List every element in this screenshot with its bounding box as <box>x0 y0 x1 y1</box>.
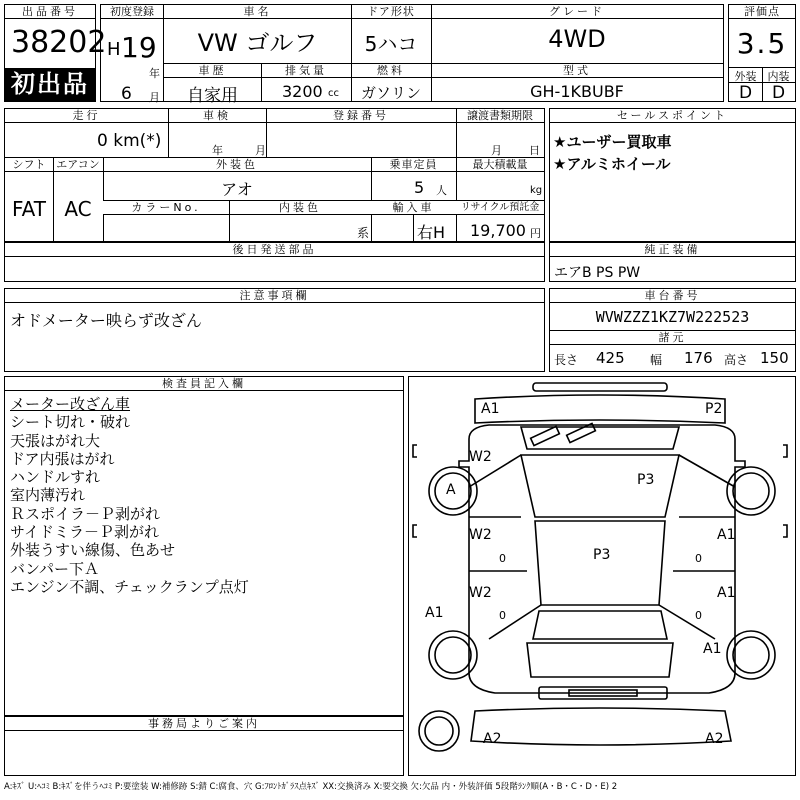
year-unit: 年 <box>149 67 160 80</box>
year-number: 19 <box>121 31 157 64</box>
car-name-label: 車名 <box>164 5 351 19</box>
capacity-label: 乗車定員 <box>371 158 456 172</box>
deadline-label: 譲渡書類期限 <box>456 109 544 123</box>
interior-color-label: 内装色 <box>229 201 371 215</box>
car-spec-box <box>163 4 724 106</box>
height-value: 150 <box>760 349 789 367</box>
damage-diagram-box <box>408 376 796 776</box>
era-letter: H <box>107 39 121 60</box>
chassis-number: WVWZZZ1KZ7W222523 <box>595 308 750 326</box>
caution-label: 注意事項欄 <box>5 289 544 303</box>
width-label: 幅 <box>650 353 663 367</box>
exterior-color-value: アオ <box>221 180 253 199</box>
shift-value: FAT <box>11 197 46 221</box>
grade-value: 4WD <box>548 25 606 53</box>
damage-a-front-tire: A <box>446 482 456 498</box>
model-value: GH-1KBUBF <box>530 82 624 101</box>
first-registration-box <box>100 4 164 102</box>
lot-number: 38202 <box>11 25 107 60</box>
mileage-value: 0 km(*) <box>97 131 162 151</box>
recycle-value: 19,700 <box>470 221 526 240</box>
recycle-label: リサイクル預託金 <box>456 201 544 215</box>
deadline-month-unit: 月 <box>491 144 502 157</box>
grade-label: グレード <box>431 5 723 19</box>
details-box <box>4 108 545 242</box>
score-label: 評価点 <box>729 5 795 19</box>
score-box <box>728 4 796 102</box>
history-value: 自家用 <box>187 86 238 106</box>
inspector-note: シート切れ・破れ <box>10 413 131 432</box>
score-value: 3.5 <box>736 27 788 60</box>
interior-color-suffix: 系 <box>357 226 370 240</box>
fuel-label: 燃料 <box>351 64 431 78</box>
inspector-note: エンジン不調、チェックランプ点灯 <box>10 577 249 596</box>
history-label: 車歴 <box>164 64 261 78</box>
door-label: ドア形状 <box>351 5 431 19</box>
import-value: 右H <box>417 223 446 242</box>
inspector-note: 室内薄汚れ <box>10 486 86 505</box>
width-value: 176 <box>684 349 713 367</box>
import-label: 輸入車 <box>371 201 456 215</box>
dimensions-label: 諸元 <box>550 331 795 345</box>
equipment-label: 純正装備 <box>550 243 795 257</box>
length-label: 長さ <box>554 353 579 367</box>
inspector-notes <box>10 395 249 596</box>
month-number: 6 <box>121 84 132 104</box>
equipment-box <box>549 242 796 282</box>
inspector-note: サイドミラ－Ｐ剥がれ <box>10 523 159 542</box>
first-reg-label: 初度登録 <box>101 5 163 19</box>
first-listing-badge: 初出品 <box>5 68 95 101</box>
damage-a2-rear-left: A2 <box>483 731 502 747</box>
displacement-unit: cc <box>328 88 339 99</box>
damage-p3-hood: P3 <box>637 472 655 488</box>
car-name: VW ゴルフ <box>197 29 318 57</box>
inspector-note: 外装うすい線傷、色あせ <box>10 541 176 560</box>
damage-a1-right-rear-door: A1 <box>717 585 736 601</box>
length-value: 425 <box>596 349 625 367</box>
damage-zero: 0 <box>695 552 702 565</box>
fuel-value: ガソリン <box>360 84 421 102</box>
displacement-label: 排気量 <box>261 64 351 78</box>
inspector-note: ドア内張はがれ <box>10 449 115 468</box>
later-parts-label: 後日発送部品 <box>5 243 544 257</box>
caution-text: オドメーター映らず改ざん <box>10 311 202 330</box>
damage-a1-right-rear-fender: A1 <box>703 641 722 657</box>
deadline-day-unit: 日 <box>529 144 540 157</box>
inspection-month-unit: 月 <box>255 144 266 157</box>
legend-text: A:ｷｽﾞ U:ﾍｺﾐ B:ｷｽﾞを伴うﾍｺﾐ P:要塗装 W:補修跡 S:錆 C:腐食、穴 G:ﾌﾛﾝﾄｶﾞﾗｽ点ｷｽﾞ XX:交換済み X:要交換 欠:欠品 内・外装評価 5段階ﾗﾝｸ順(A・B・C・D・E) 2 <box>4 782 618 792</box>
model-label: 型式 <box>431 64 723 78</box>
interior-label: 内装 <box>767 70 790 83</box>
displacement-value: 3200 <box>282 82 323 101</box>
mileage-label: 走行 <box>5 109 168 123</box>
damage-p2-front-right: P2 <box>705 401 723 417</box>
color-number-label: カラーNo. <box>103 201 229 215</box>
equipment-value: エアB PS PW <box>554 265 641 281</box>
damage-w2-front-door: W2 <box>469 527 492 543</box>
ac-value: AC <box>64 197 92 221</box>
inspector-label: 検査員記入欄 <box>5 377 403 391</box>
reg-number-label: 登録番号 <box>266 109 456 123</box>
inspector-note: バンパー下Ａ <box>10 559 99 578</box>
damage-w2-front-fender: W2 <box>469 449 492 465</box>
capacity-unit: 人 <box>436 184 447 197</box>
chassis-box <box>549 288 796 372</box>
damage-a2-rear-right: A2 <box>705 731 724 747</box>
sales-points-box <box>549 108 796 242</box>
inspector-note: ハンドルすれ <box>10 468 101 487</box>
damage-a1-left-rear-fender: A1 <box>425 605 444 621</box>
inspection-year-unit: 年 <box>212 144 223 157</box>
lot-box <box>4 4 107 102</box>
damage-a1-front-left: A1 <box>481 401 500 417</box>
sales-point-item: ★アルミホイール <box>553 155 671 173</box>
sales-point-item: ★ユーザー買取車 <box>553 133 672 151</box>
recycle-unit: 円 <box>530 227 541 240</box>
exterior-color-label: 外装色 <box>103 158 371 172</box>
later-parts-box <box>4 242 545 282</box>
office-label: 事務局よりご案内 <box>5 717 403 731</box>
chassis-label: 車台番号 <box>550 289 795 303</box>
caution-box <box>4 288 545 372</box>
sales-points-label: セールスポイント <box>550 109 795 123</box>
inspection-label: 車検 <box>168 109 266 123</box>
inspector-box <box>4 376 404 716</box>
exterior-score: D <box>738 83 753 103</box>
shift-label: シフト <box>5 158 53 172</box>
capacity-value: 5 <box>414 178 425 197</box>
max-load-label: 最大積載量 <box>456 158 544 172</box>
door-type: 5ハコ <box>364 32 418 56</box>
inspector-note: Ｒスポイラ－Ｐ剥がれ <box>10 504 161 523</box>
damage-zero: 0 <box>499 552 506 565</box>
damage-zero: 0 <box>499 609 506 622</box>
interior-score: D <box>771 83 786 103</box>
damage-a1-right-front-door: A1 <box>717 527 736 543</box>
damage-zero: 0 <box>695 609 702 622</box>
exterior-label: 外装 <box>734 70 757 83</box>
damage-w2-rear-door: W2 <box>469 585 492 601</box>
max-load-unit: kg <box>530 185 543 196</box>
lot-label: 出品番号 <box>5 5 95 19</box>
inspector-note: 天張はがれ大 <box>10 431 101 450</box>
office-box <box>4 716 404 776</box>
month-unit: 月 <box>149 91 160 104</box>
ac-label: エアコン <box>53 158 103 172</box>
damage-p3-roof: P3 <box>593 547 611 563</box>
car-diagram <box>409 377 795 775</box>
height-label: 高さ <box>724 353 749 367</box>
inspector-note: メーター改ざん車 <box>10 395 131 413</box>
